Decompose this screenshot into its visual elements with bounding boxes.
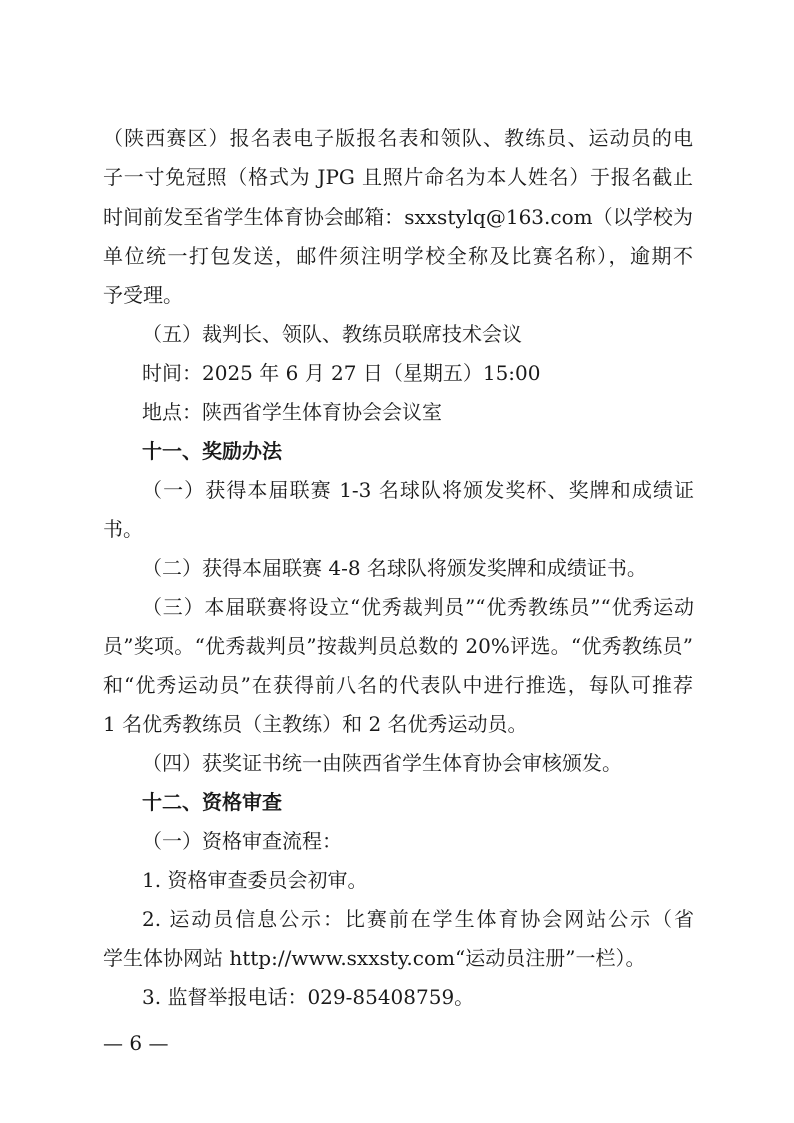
body-text-line: （陕西赛区）报名表电子版报名表和领队、教练员、运动员的电 xyxy=(103,126,693,150)
body-text-line: 单位统一打包发送，邮件须注明学校全称及比赛名称），逾期不 xyxy=(103,244,693,268)
subsection-heading: （五）裁判长、领队、教练员联席技术会议 xyxy=(142,322,522,346)
list-item: 2. 运动员信息公示：比赛前在学生体育协会网站公示（省 xyxy=(142,907,694,931)
body-text-line: （一）获得本届联赛 1-3 名球队将颁发奖杯、奖牌和成绩证 xyxy=(142,478,694,502)
meeting-time: 时间：2025 年 6 月 27 日（星期五）15:00 xyxy=(142,361,541,385)
body-text-line: 予受理。 xyxy=(103,283,183,307)
list-item: 3. 监督举报电话：029-85408759。 xyxy=(142,985,475,1009)
body-text-line: 书。 xyxy=(103,517,143,541)
body-text-line: 时间前发至省学生体育协会邮箱：sxxstylq@163.com（以学校为 xyxy=(103,205,693,229)
meeting-location: 地点：陕西省学生体育协会会议室 xyxy=(142,400,442,424)
body-text-line: 子一寸免冠照（格式为 JPG 且照片命名为本人姓名）于报名截止 xyxy=(103,165,693,189)
body-text-line: （三）本届联赛将设立“优秀裁判员”“优秀教练员”“优秀运动 xyxy=(142,595,694,619)
section-heading-awards: 十一、奖励办法 xyxy=(142,439,282,463)
list-item: 1. 资格审查委员会初审。 xyxy=(142,868,368,892)
body-text-line: 和“优秀运动员”在获得前八名的代表队中进行推选，每队可推荐 xyxy=(103,673,693,697)
page-number: — 6 — xyxy=(103,1031,169,1055)
body-text-line: （二）获得本届联赛 4-8 名球队将颁发奖牌和成绩证书。 xyxy=(142,556,647,580)
subsection-heading: （一）资格审查流程： xyxy=(142,829,342,853)
body-text-line: 1 名优秀教练员（主教练）和 2 名优秀运动员。 xyxy=(103,712,528,736)
body-text-line: （四）获奖证书统一由陕西省学生体育协会审核颁发。 xyxy=(142,751,622,775)
body-text-line: 学生体协网站 http://www.sxxsty.com“运动员注册”一栏）。 xyxy=(103,946,646,970)
body-text-line: 员”奖项。“优秀裁判员”按裁判员总数的 20%评选。“优秀教练员” xyxy=(103,634,693,658)
section-heading-eligibility: 十二、资格审查 xyxy=(142,790,282,814)
